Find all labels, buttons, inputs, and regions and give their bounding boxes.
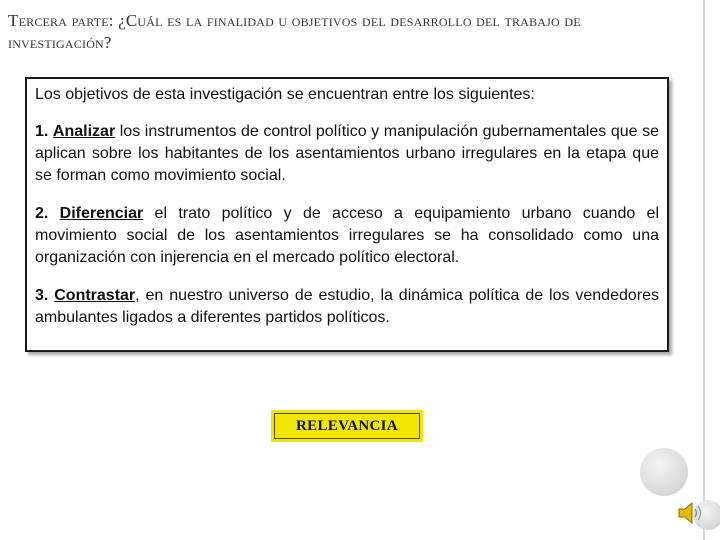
objective-verb: Analizar	[52, 123, 116, 140]
objectives-intro: Los objetivos de esta investigación se encuentran entre los siguientes:	[35, 86, 535, 103]
objectives-box	[25, 77, 669, 352]
speaker-icon[interactable]	[677, 500, 705, 526]
relevancia-button[interactable]	[271, 410, 423, 442]
slide-title: Tercera parte: ¿Cuál es la finalidad u objetivos del desarrollo del trabajo de investigación?	[8, 11, 581, 52]
decorative-circle-large	[640, 448, 688, 496]
objective-text: los instrumentos de control político y manipulación gubernamentales que se aplican sobre los habitantes de los asentamientos urbano irregulares en la etapa que se forman como movimiento social.	[35, 123, 659, 184]
relevancia-button-label: RELEVANCIA	[274, 413, 420, 439]
objective-text: , en nuestro universo de estudio, la dinámica política de los vendedores ambulantes ligados a diferentes partidos políticos.	[35, 287, 659, 326]
objective-item-1	[35, 121, 659, 187]
slide-border-line	[703, 0, 705, 540]
objective-verb: Contrastar	[54, 287, 136, 304]
objective-item-2	[35, 203, 659, 269]
objective-number: 1.	[35, 123, 49, 140]
objective-number: 3.	[35, 287, 49, 304]
objective-text: el trato político y de acceso a equipamiento urbano cuando el movimiento social de los asentamientos irregulares se ha consolidado como una organización con injerencia en el mercado político electoral.	[35, 205, 659, 266]
objective-number: 2.	[35, 205, 49, 222]
objective-verb: Diferenciar	[59, 205, 144, 222]
objective-item-3	[35, 285, 659, 329]
